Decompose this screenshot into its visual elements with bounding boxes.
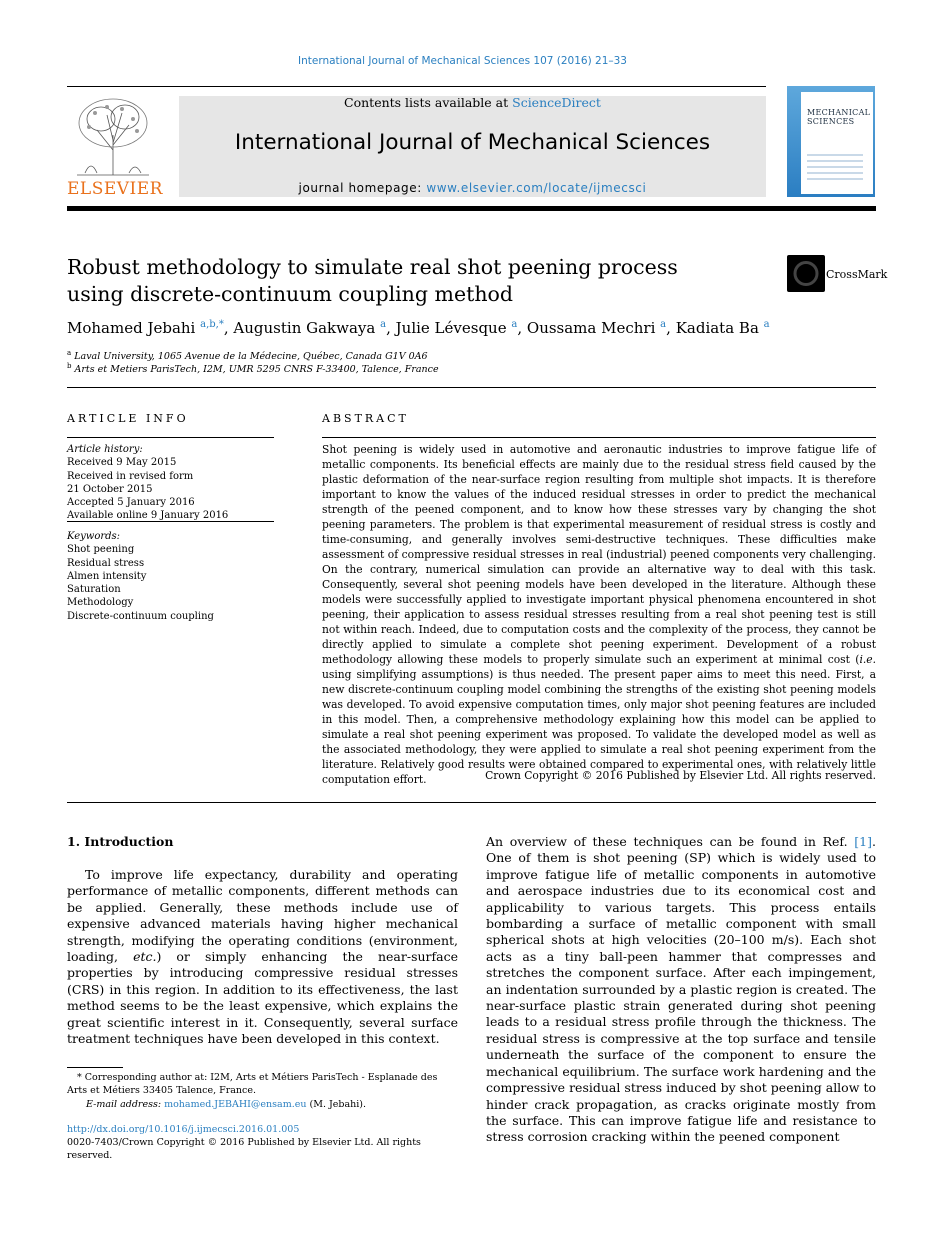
journal-title: International Journal of Mechanical Sciences (234, 130, 711, 155)
article-title (67, 254, 767, 308)
keyword: Saturation (67, 584, 121, 596)
keyword: Methodology (67, 597, 134, 609)
article-info-heading: ARTICLE INFO (67, 412, 189, 425)
cover-page (801, 92, 873, 194)
running-head[interactable]: International Journal of Mechanical Sciences 107 (2016) 21–33 (298, 55, 627, 67)
keywords-label: Keywords: (67, 531, 121, 542)
email-note (67, 1098, 477, 1111)
corresponding-author-note (67, 1071, 458, 1097)
author-affiliation-mark[interactable]: a (660, 319, 667, 330)
author-separator: , (517, 319, 527, 337)
affiliation-a (67, 349, 428, 362)
history-label: Article history: (67, 444, 143, 455)
abstract-part: Shot peening is widely used in automotive and aeronautic industries to improve fatigue life of metallic components. Its beneficial effects are mainly due to the residual stress field caused by the plastic deformation of the near-surface region resulting from multiple shot impacts. It is therefore important to know the values of the induced residual stresses in order to predict the mechanical strength of the peened component, and to know how these stresses vary by changing the shot peening parameters. The problem is that experimental measurement of residual stress is costly and time-consuming, and generally involves semi-destructive techniques. These difficulties make assessment of compressive residual stresses in real (industrial) peened components very challenging. On the contrary, numerical simulation can provide an alternative way to deal with this task. Consequently, several shot peening models have been developed in the literature. Although these models were successfully applied to investigate important physical phenomena encountered in shot peening, their application to assess residual stresses resulting from a real shot peening test is still not within reach. Indeed, due to computation costs and the complexity of the process, they cannot be directly applied to simulate a complete shot peening experiment. Development of a robust methodology allowing these models to properly simulate such an experiment at minimal cost ( (322, 443, 876, 666)
abstract-copyright: Crown Copyright © 2016 Published by Elsevier Ltd. All rights reserved. (485, 769, 876, 782)
author-name: Mohamed Jebahi (67, 319, 196, 337)
elsevier-logo[interactable] (67, 95, 163, 199)
keyword: Residual stress (67, 557, 145, 569)
divider (67, 387, 876, 388)
author-separator: , (223, 319, 234, 337)
journal-cover[interactable] (787, 86, 875, 197)
email-label: E-mail address: (86, 1099, 165, 1110)
abstract-part: using simplifying assumptions) is thus needed. The present paper aims to meet this need. First, a new discrete-continuum coupling model combining the strengths of the existing shot peening models was developed. To avoid expensive computation times, only major shot peening features are included in this model. Then, a comprehensive methodology explaining how this model can be applied to simulate a real shot peening experiment was proposed. To validate the developed model as well as the associated methodology, they were applied to simulate a real shot peening experiment from the literature. Relatively good results were obtained compared to experimental ones, with relatively little computation effort. (322, 668, 876, 786)
author-name: Julie Lévesque (395, 319, 507, 337)
crossmark-icon[interactable] (787, 255, 825, 292)
crossmark-label[interactable]: CrossMark (826, 268, 888, 281)
history-item: Available online 9 January 2016 (67, 510, 229, 522)
affiliation-b (67, 362, 439, 375)
divider (322, 437, 876, 438)
affiliation-text: Arts et Metiers ParisTech, I2M, UMR 5295 CNRS F-33400, Talence, France (74, 364, 439, 376)
author-name: Augustin Gakwaya (233, 319, 376, 337)
elsevier-wordmark: ELSEVIER (67, 179, 163, 199)
divider (67, 802, 876, 803)
author-separator: , (666, 319, 676, 337)
author-affiliation-mark[interactable]: a (763, 319, 770, 330)
section-heading-introduction: 1. Introduction (67, 834, 174, 849)
history-item: Received 9 May 2015 (67, 457, 177, 469)
intro-left-paragraph (67, 867, 458, 1047)
cover-lines (807, 154, 863, 184)
affiliation-text: Laval University, 1065 Avenue de la Médecine, Québec, Canada G1V 0A6 (74, 351, 428, 363)
keyword: Discrete-continuum coupling (67, 610, 214, 622)
article-history (67, 443, 274, 523)
keywords (67, 530, 274, 623)
affiliation-mark: b (67, 362, 72, 370)
header-thick-rule (67, 206, 876, 211)
homepage-link[interactable]: www.elsevier.com/locate/ijmecsci (426, 181, 647, 195)
contents-line (179, 95, 766, 110)
top-rule (67, 86, 766, 87)
body-text: To improve life expectancy, durability and operating performance of metallic components, different methods can be applied. Generally, these methods include use of expensive advanced materials having higher mechanical strength, modifying the operating conditions (environment, loading, (67, 867, 458, 965)
title-line-2: using discrete-continuum coupling method (67, 282, 513, 306)
footnote-mark: * (77, 1072, 82, 1083)
email-link[interactable]: mohamed.JEBAHI@ensam.eu (164, 1099, 307, 1110)
issn-line: 0020-7403/Crown Copyright © 2016 Published by Elsevier Ltd. All rights reserved. (67, 1137, 421, 1161)
affiliation-mark: a (67, 349, 72, 357)
author-affiliation-mark[interactable]: a (380, 319, 387, 330)
divider (67, 521, 274, 522)
author-affiliation-mark[interactable]: a,b,* (200, 319, 224, 330)
author-affiliation-mark[interactable]: a (511, 319, 518, 330)
intro-right-paragraph (486, 834, 876, 1146)
history-item: Received in revised form (67, 470, 194, 482)
footnote-rule (67, 1067, 123, 1068)
elsevier-tree-icon (67, 95, 159, 177)
body-text: . One of them is shot peening (SP) which is widely used to improve fatigue life of metallic components in automotive and aerospace industries due to its economical cost and applicability to various targets. This process entails bombarding a surface of metallic component with small spherical shots at high velocities (20–100 m/s). Each shot acts as a tiny ball-peen hammer that compresses and stretches the component surface. After each impingement, an indentation surrounded by a plastic region is created. The near-surface plastic strain generated during shot peening leads to a residual stress profile through the thickness. The residual stress is compressive at the top surface and tensile underneath the surface of the component to ensure the mechanical equilibrium. The surface work hardening and the compressive residual stress induced by shot peening allow to hinder crack propagation, as cracks originate mostly from the surface. This can improve fatigue life and resistance to stress corrosion cracking within the peened component (486, 834, 876, 1145)
homepage-prefix: journal homepage: (298, 181, 427, 195)
doi-link[interactable] (67, 1123, 458, 1136)
abstract-heading: ABSTRACT (322, 412, 409, 425)
author-name: Kadiata Ba (675, 319, 759, 337)
doi-text[interactable]: http://dx.doi.org/10.1016/j.ijmecsci.2016.01.005 (67, 1124, 300, 1135)
cover-title: MECHANICAL SCIENCES (807, 108, 871, 126)
author-name: Oussama Mechri (526, 319, 656, 337)
history-item: 21 October 2015 (67, 483, 153, 495)
footnote-text: Corresponding author at: I2M, Arts et Métiers ParisTech - Esplanade des Arts et Métiers 33405 Talence, France. (67, 1072, 438, 1096)
contents-prefix: Contents lists available at (344, 95, 513, 110)
author-list (67, 319, 877, 337)
title-line-1: Robust methodology to simulate real shot peening process (67, 255, 678, 279)
divider (67, 437, 274, 438)
body-text: ) or simply enhancing the near-surface properties by introducing compressive residual stresses (CRS) in this region. In addition to its effectiveness, the last method seems to be the least expensive, which explains the great scientific interest in it. Consequently, several surface treatment techniques have been developed in this context. (67, 949, 458, 1047)
reference-link[interactable]: [1] (854, 834, 873, 849)
body-italic: etc. (133, 949, 157, 965)
keyword: Almen intensity (67, 570, 147, 582)
abstract-italic: i.e. (859, 653, 876, 666)
history-item: Accepted 5 January 2016 (67, 497, 195, 509)
keyword: Shot peening (67, 544, 135, 556)
abstract-text (322, 442, 876, 787)
email-suffix: (M. Jebahi). (306, 1099, 367, 1110)
author-separator: , (386, 319, 396, 337)
sciencedirect-link[interactable]: ScienceDirect (512, 95, 601, 110)
homepage-line (179, 181, 766, 195)
body-text: An overview of these techniques can be found in Ref. (486, 834, 855, 849)
